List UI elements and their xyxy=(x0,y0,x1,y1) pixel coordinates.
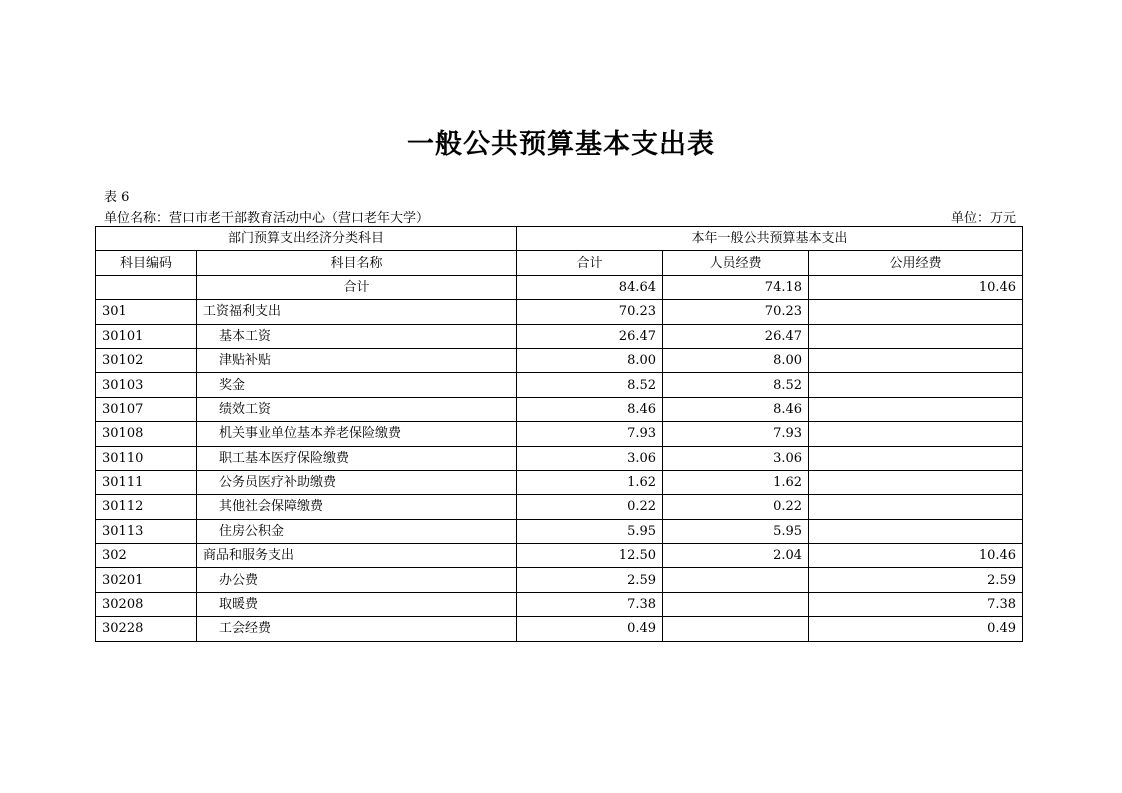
header-name: 科目名称 xyxy=(197,251,517,275)
row-personnel: 8.00 xyxy=(663,348,809,372)
row-public: 2.59 xyxy=(809,568,1023,592)
row-personnel: 7.93 xyxy=(663,422,809,446)
row-public xyxy=(809,397,1023,421)
row-name: 其他社会保障缴费 xyxy=(197,495,517,519)
row-name: 奖金 xyxy=(197,373,517,397)
row-personnel xyxy=(663,592,809,616)
unit-info-row xyxy=(104,207,1016,225)
row-public xyxy=(809,324,1023,348)
table-row xyxy=(96,519,1023,543)
total-label: 合计 xyxy=(197,275,517,299)
row-public: 0.49 xyxy=(809,617,1023,641)
row-name: 取暖费 xyxy=(197,592,517,616)
row-total: 0.49 xyxy=(517,617,663,641)
row-personnel: 2.04 xyxy=(663,544,809,568)
row-name: 职工基本医疗保险缴费 xyxy=(197,446,517,470)
table-row xyxy=(96,373,1023,397)
budget-expenditure-table xyxy=(95,226,1023,642)
total-public: 10.46 xyxy=(809,275,1023,299)
row-total: 8.00 xyxy=(517,348,663,372)
total-personnel: 74.18 xyxy=(663,275,809,299)
row-name: 基本工资 xyxy=(197,324,517,348)
total-code-cell xyxy=(96,275,197,299)
row-public xyxy=(809,300,1023,324)
row-personnel: 70.23 xyxy=(663,300,809,324)
table-row xyxy=(96,446,1023,470)
table-row xyxy=(96,568,1023,592)
row-public: 10.46 xyxy=(809,544,1023,568)
table-row xyxy=(96,544,1023,568)
row-code: 30228 xyxy=(96,617,197,641)
row-total: 26.47 xyxy=(517,324,663,348)
row-total: 8.52 xyxy=(517,373,663,397)
row-personnel: 0.22 xyxy=(663,495,809,519)
table-row xyxy=(96,397,1023,421)
row-personnel xyxy=(663,568,809,592)
header-personnel: 人员经费 xyxy=(663,251,809,275)
table-row xyxy=(96,617,1023,641)
row-code: 30108 xyxy=(96,422,197,446)
table-row xyxy=(96,422,1023,446)
row-public xyxy=(809,495,1023,519)
header-basic-expenditure: 本年一般公共预算基本支出 xyxy=(517,227,1023,251)
row-public xyxy=(809,470,1023,494)
row-public xyxy=(809,446,1023,470)
row-code: 30113 xyxy=(96,519,197,543)
unit-measure: 单位：万元 xyxy=(950,211,1016,226)
row-code: 30110 xyxy=(96,446,197,470)
row-code: 302 xyxy=(96,544,197,568)
page-title: 一般公共预算基本支出表 xyxy=(407,129,715,160)
row-personnel: 1.62 xyxy=(663,470,809,494)
header-group-row xyxy=(96,227,1023,251)
row-personnel: 8.52 xyxy=(663,373,809,397)
row-total: 12.50 xyxy=(517,544,663,568)
row-name: 机关事业单位基本养老保险缴费 xyxy=(197,422,517,446)
row-total: 3.06 xyxy=(517,446,663,470)
row-code: 30112 xyxy=(96,495,197,519)
table-row xyxy=(96,592,1023,616)
row-total: 7.38 xyxy=(517,592,663,616)
header-column-row xyxy=(96,251,1023,275)
row-name: 工资福利支出 xyxy=(197,300,517,324)
row-personnel: 3.06 xyxy=(663,446,809,470)
row-name: 办公费 xyxy=(197,568,517,592)
header-total: 合计 xyxy=(517,251,663,275)
row-total: 2.59 xyxy=(517,568,663,592)
row-name: 公务员医疗补助缴费 xyxy=(197,470,517,494)
row-code: 301 xyxy=(96,300,197,324)
header-code: 科目编码 xyxy=(96,251,197,275)
table-row xyxy=(96,300,1023,324)
row-personnel: 8.46 xyxy=(663,397,809,421)
row-public: 7.38 xyxy=(809,592,1023,616)
row-public xyxy=(809,422,1023,446)
unit-name: 单位名称：营口市老干部教育活动中心（营口老年大学） xyxy=(104,211,430,226)
row-name: 绩效工资 xyxy=(197,397,517,421)
row-name: 工会经费 xyxy=(197,617,517,641)
table-row xyxy=(96,324,1023,348)
row-code: 30201 xyxy=(96,568,197,592)
row-total: 0.22 xyxy=(517,495,663,519)
row-code: 30107 xyxy=(96,397,197,421)
row-total: 7.93 xyxy=(517,422,663,446)
row-public xyxy=(809,373,1023,397)
table-row xyxy=(96,348,1023,372)
table-row xyxy=(96,495,1023,519)
row-code: 30101 xyxy=(96,324,197,348)
header-public: 公用经费 xyxy=(809,251,1023,275)
row-name: 住房公积金 xyxy=(197,519,517,543)
row-public xyxy=(809,348,1023,372)
row-total: 70.23 xyxy=(517,300,663,324)
row-total: 5.95 xyxy=(517,519,663,543)
row-personnel: 26.47 xyxy=(663,324,809,348)
row-code: 30103 xyxy=(96,373,197,397)
row-code: 30102 xyxy=(96,348,197,372)
table-number: 表 6 xyxy=(104,190,130,205)
row-personnel xyxy=(663,617,809,641)
header-economic-classification: 部门预算支出经济分类科目 xyxy=(96,227,517,251)
total-amount: 84.64 xyxy=(517,275,663,299)
row-name: 商品和服务支出 xyxy=(197,544,517,568)
row-total: 1.62 xyxy=(517,470,663,494)
row-name: 津贴补贴 xyxy=(197,348,517,372)
row-public xyxy=(809,519,1023,543)
row-total: 8.46 xyxy=(517,397,663,421)
total-row xyxy=(96,275,1023,299)
row-code: 30208 xyxy=(96,592,197,616)
row-personnel: 5.95 xyxy=(663,519,809,543)
table-row xyxy=(96,470,1023,494)
row-code: 30111 xyxy=(96,470,197,494)
